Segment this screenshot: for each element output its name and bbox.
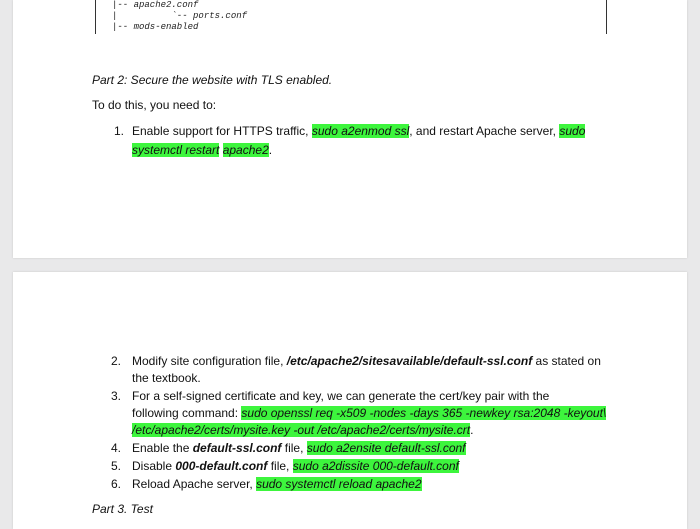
step6-line xyxy=(132,475,422,493)
step2-text-pre: Modify site configuration file, xyxy=(132,354,287,368)
directory-tree-code-block xyxy=(95,0,607,34)
step2-line2: the textbook. xyxy=(132,371,201,385)
tree-line-ports-conf: | `-- ports.conf xyxy=(112,11,248,21)
step3-number: 3. xyxy=(111,389,122,403)
document-page-2 xyxy=(13,272,687,529)
step5-file: 000-default.conf xyxy=(175,459,268,473)
step2-line1 xyxy=(132,352,601,370)
step1-command-a2enmod: sudo a2enmod ssl xyxy=(311,124,410,138)
tree-line-mods-enabled: |-- mods-enabled xyxy=(112,22,199,32)
part2-intro: To do this, you need to: xyxy=(92,98,217,112)
step1-text-mid: , and restart Apache server, xyxy=(409,124,560,138)
part2-heading: Part 2: Secure the website with TLS enabled. xyxy=(92,73,333,87)
step3-line2 xyxy=(132,404,606,422)
step5-line xyxy=(132,457,459,475)
step6-number: 6. xyxy=(111,477,122,491)
step5-command-a2dissite: sudo a2dissite 000-default.conf xyxy=(292,459,459,473)
step3-text-end: . xyxy=(470,423,474,437)
step3-line3 xyxy=(132,421,473,439)
step5-number: 5. xyxy=(111,459,122,473)
step5-text-mid: file, xyxy=(267,459,293,473)
step3-line1: For a self-signed certificate and key, we can generate the cert/key pair with the xyxy=(132,389,550,403)
step4-command-a2ensite: sudo a2ensite default-ssl.conf xyxy=(306,441,466,455)
step1-text-end: . xyxy=(268,143,273,157)
part3-heading: Part 3. Test xyxy=(92,502,153,516)
tree-line-apache2-conf: |-- apache2.conf xyxy=(112,0,199,10)
document-page-1 xyxy=(13,0,687,258)
step1-line1 xyxy=(132,122,585,140)
step2-file-path: /etc/apache2/sitesavailable/default-ssl.conf xyxy=(286,354,533,368)
step4-text-mid: file, xyxy=(281,441,307,455)
step6-text-pre: Reload Apache server, xyxy=(132,477,257,491)
step1-command-apache2: apache2 xyxy=(222,143,269,157)
step1-command-systemctl: systemctl restart xyxy=(132,143,220,157)
step4-number: 4. xyxy=(111,441,122,455)
step2-text-post: as stated on xyxy=(532,354,601,368)
step3-command-paths: /etc/apache2/certs/mysite.key -out /etc/apache2/certs/mysite.crt xyxy=(132,423,471,437)
step1-command-sudo: sudo xyxy=(559,124,586,138)
step2-number: 2. xyxy=(111,354,122,368)
step1-text-pre: Enable support for HTTPS traffic, xyxy=(132,124,312,138)
step4-line xyxy=(132,439,466,457)
step5-text-pre: Disable xyxy=(132,459,176,473)
step3-text-pre: following command: xyxy=(132,406,242,420)
step1-number: 1. xyxy=(114,124,125,138)
step1-line2 xyxy=(132,141,272,159)
step3-command-openssl: sudo openssl req -x509 -nodes -days 365 -newkey rsa:2048 -keyout\ xyxy=(241,406,607,420)
step4-file: default-ssl.conf xyxy=(192,441,282,455)
step6-command-reload: sudo systemctl reload apache2 xyxy=(256,477,422,491)
step4-text-pre: Enable the xyxy=(132,441,193,455)
